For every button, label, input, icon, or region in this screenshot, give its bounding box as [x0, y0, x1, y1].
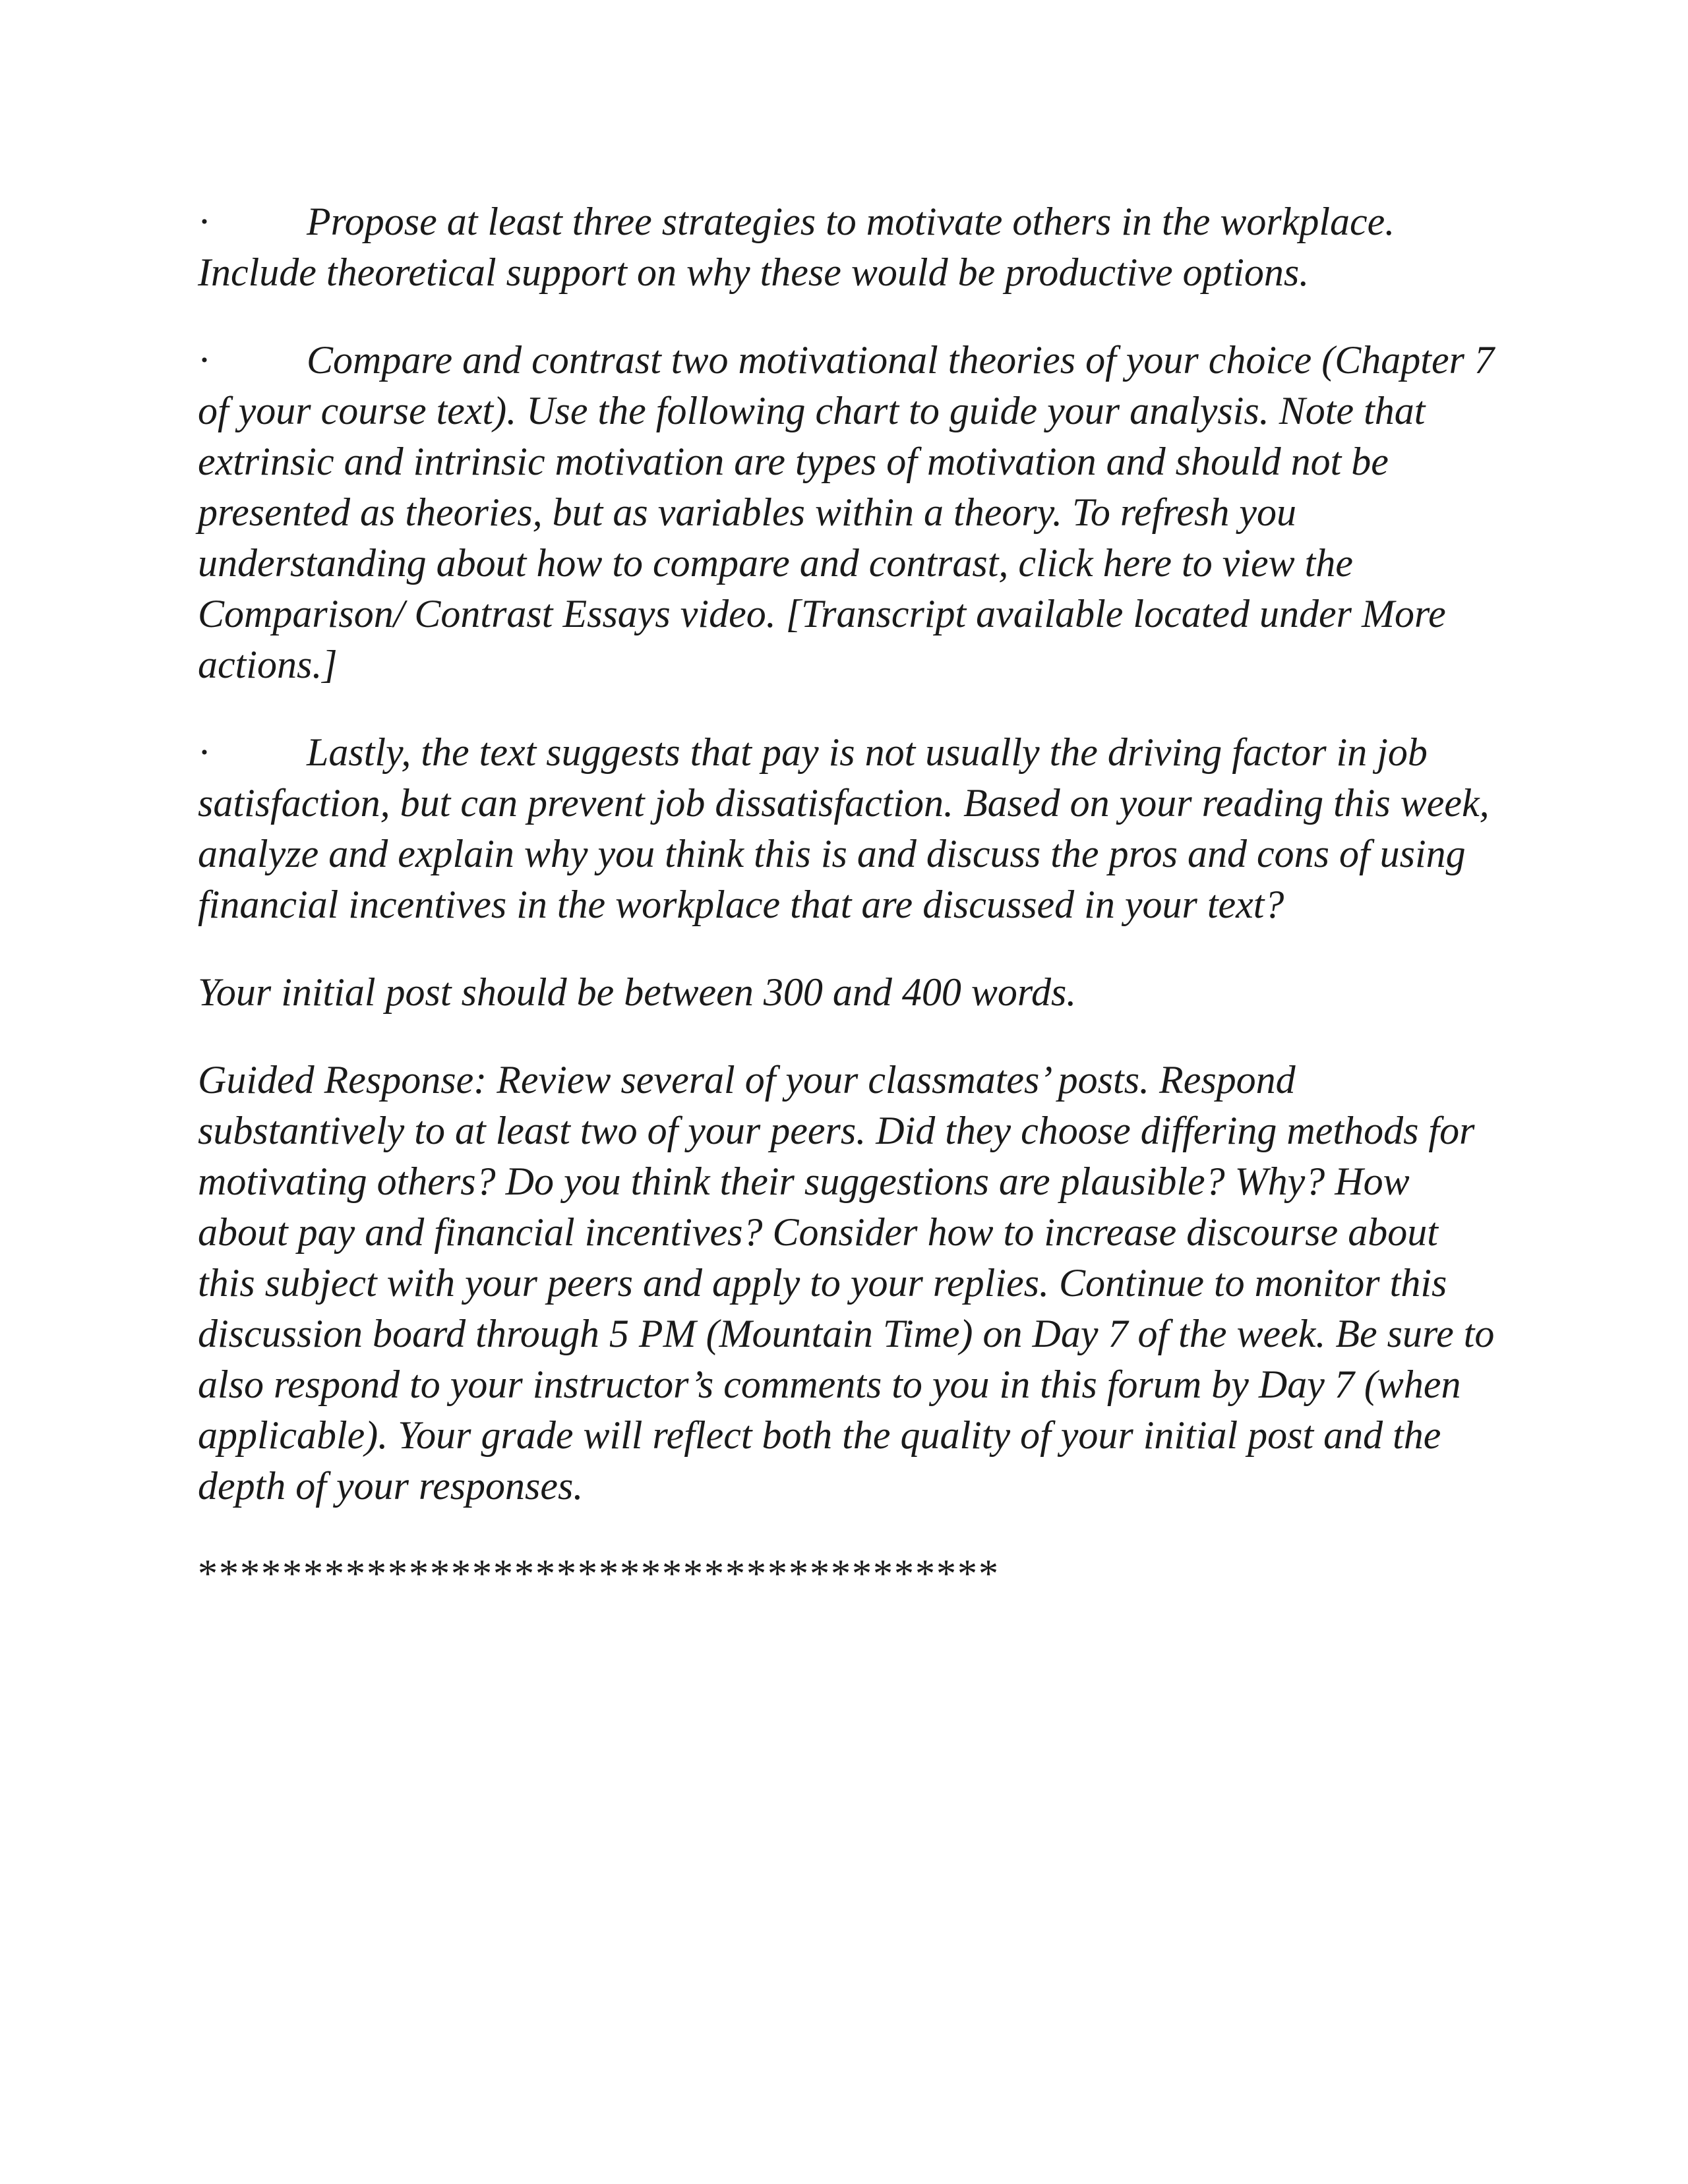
bullet-marker: ·	[198, 730, 211, 774]
separator-line: **************************************	[198, 1552, 1000, 1595]
word-count-note: Your initial post should be between 300 and 400 words.	[198, 970, 1077, 1014]
bullet-item-pay-incentives	[198, 727, 1503, 930]
bullet-text: Compare and contrast two motivational theories of your choice (Chapter 7 of your course text). Use the following chart to guide your analysis. Note that extrinsic and intrinsic motivation are types of motivation and should not be presented as theories, but as variables within a theory. To refresh you understanding about how to compare and contrast, click here to view the Comparison/ Contrast Essays video. [Transcript available located under More actions.]	[198, 338, 1494, 686]
bullet-marker: ·	[198, 338, 211, 382]
bullet-item-compare-contrast	[198, 335, 1503, 690]
bullet-text: Lastly, the text suggests that pay is not usually the driving factor in job satisfaction, but can prevent job dissatisfaction. Based on your reading this week, analyze and explain why you think this is and discuss the pros and cons of using financial incentives in the workplace that are discussed in your text?	[198, 730, 1490, 926]
document-body	[198, 196, 1503, 1599]
guided-response: Guided Response: Review several of your classmates’ posts. Respond substantively to at least two of your peers. Did they choose differing methods for motivating others? Do you think their suggestions are plausible? Why? How about pay and financial incentives? Consider how to increase discourse about this subject with your peers and apply to your replies. Continue to monitor this discussion board through 5 PM (Mountain Time) on Day 7 of the week. Be sure to also respond to your instructor’s comments to you in this forum by Day 7 (when applicable). Your grade will reflect both the quality of your initial post and the depth of your responses.	[198, 1058, 1495, 1508]
bullet-item-strategies	[198, 196, 1503, 298]
bullet-marker: ·	[198, 200, 211, 243]
bullet-text: Propose at least three strategies to motivate others in the workplace. Include theoretical support on why these would be productive options.	[198, 200, 1395, 294]
